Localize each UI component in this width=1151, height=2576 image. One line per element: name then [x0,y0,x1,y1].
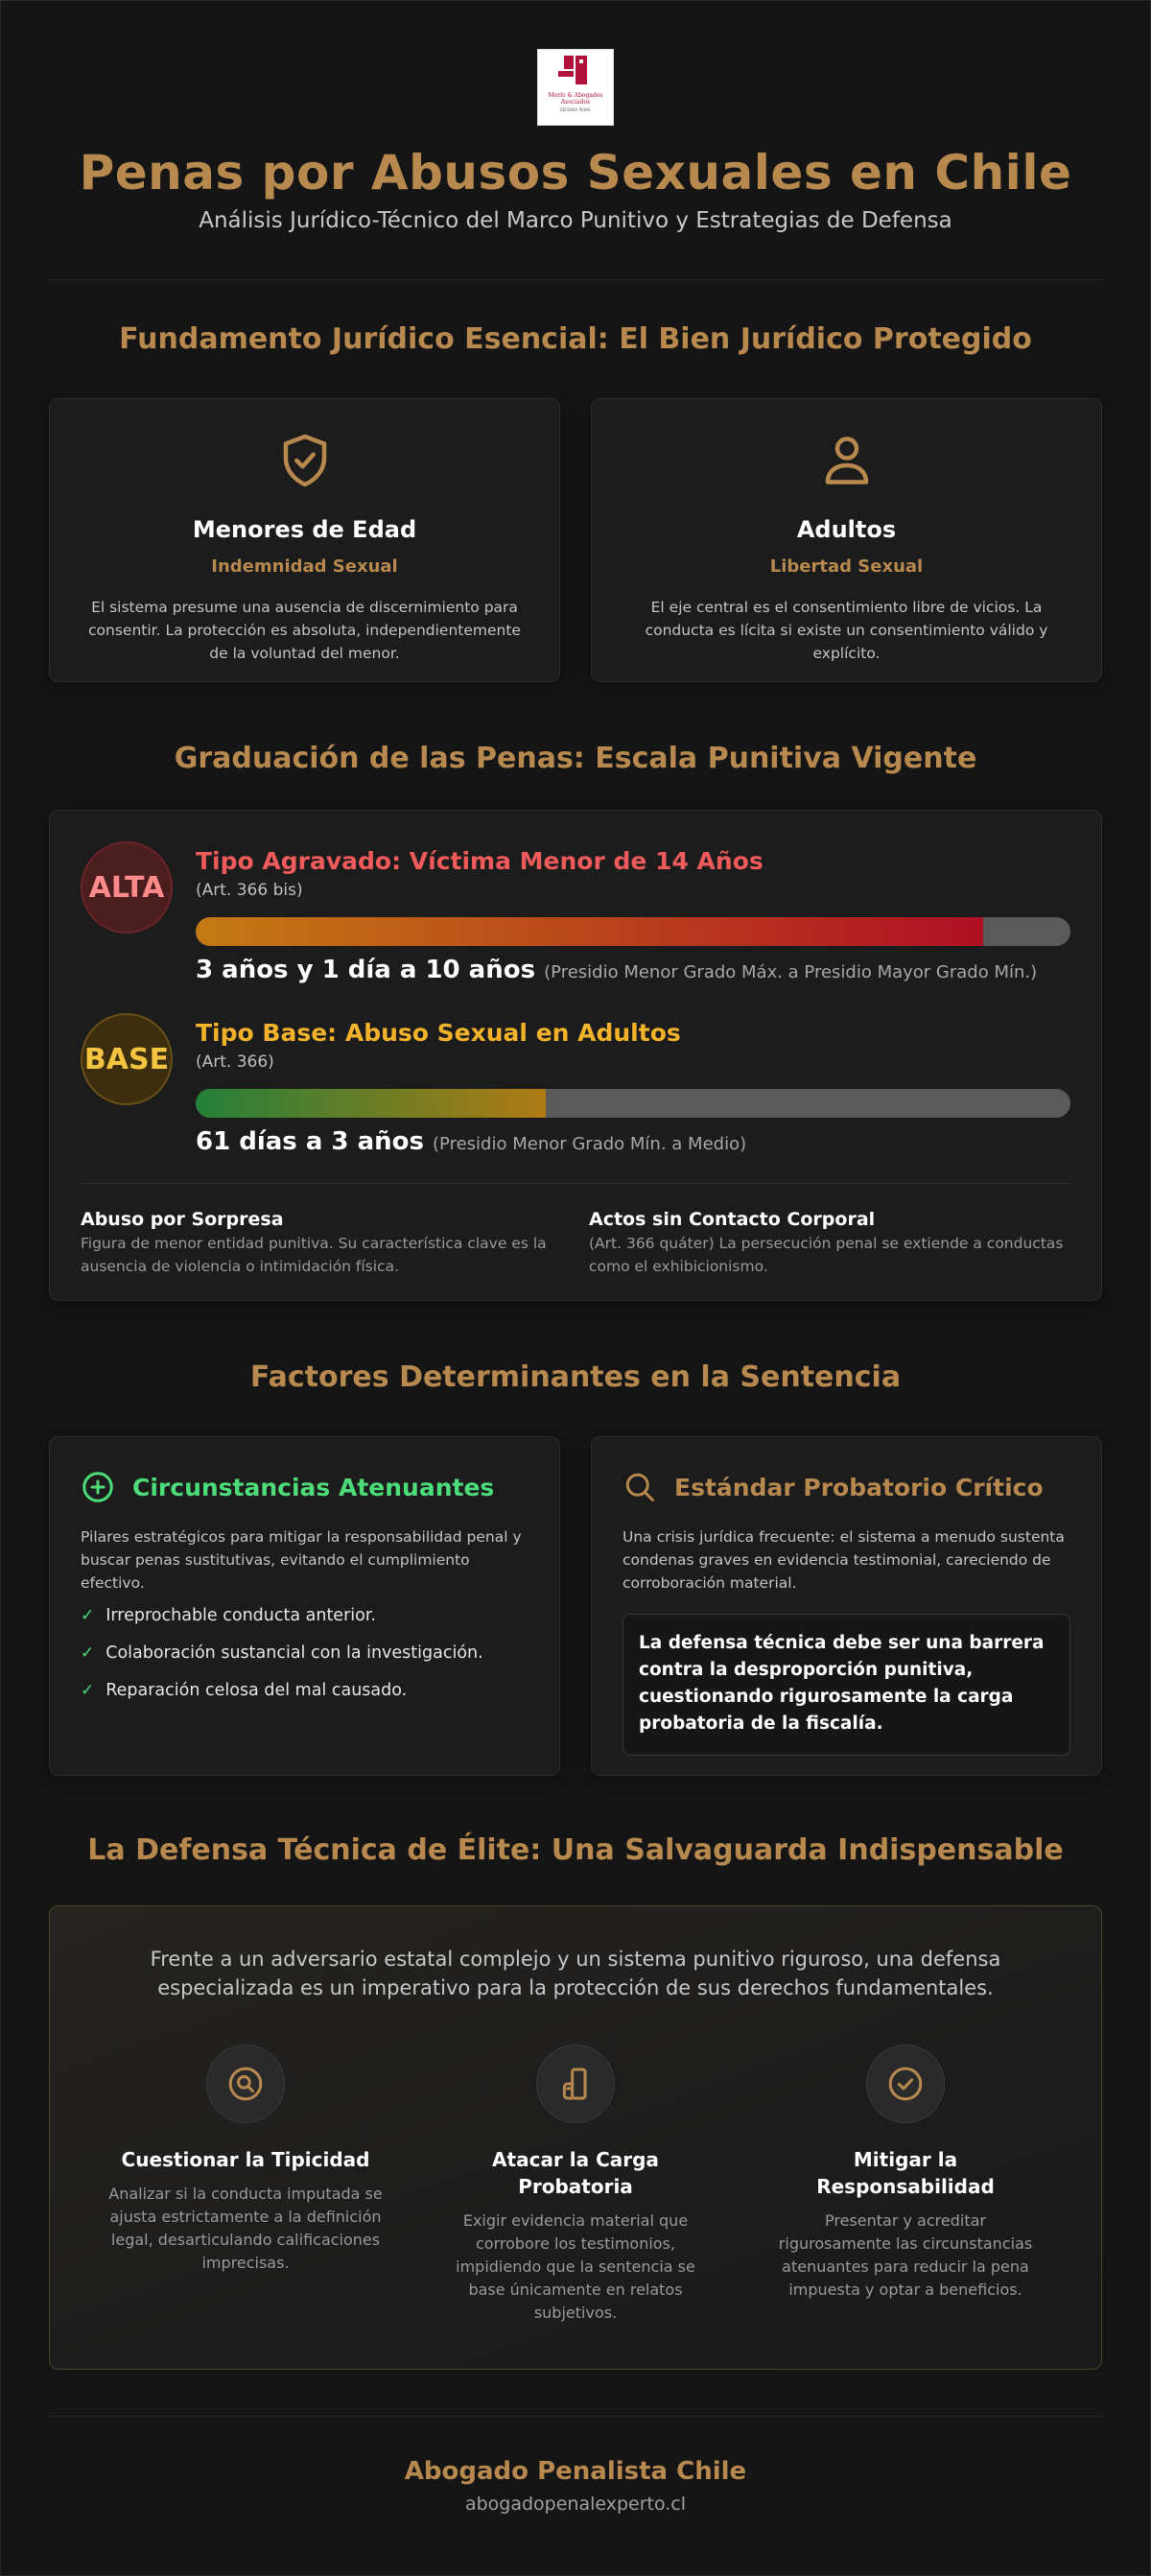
page-subtitle: Análisis Jurídico-Técnico del Marco Punitivo y Estrategias de Defensa [199,208,952,233]
atenuantes-title: Circunstancias Atenuantes [132,1473,495,1501]
pillar-title: Atacar la Carga Probatoria [492,2148,659,2198]
penas-card [49,810,1102,1301]
pillar-title: Cuestionar la Tipicidad [121,2148,370,2171]
defensa-card [49,1905,1102,2370]
extra-sin-contacto [589,1209,1070,1278]
defensa-pillar [81,2044,411,2325]
pena-range-note: (Presidio Menor Grado Máx. a Presidio Mayor Grado Mín.) [544,962,1038,982]
shield-check-icon [276,432,334,489]
probatorio-text: Una crisis jurídica frecuente: el sistema a menudo sustenta condenas graves en evidencia testimonial, careciendo de corroboración material. [622,1528,1065,1592]
pena-article: (Art. 366) [196,1052,274,1072]
check-icon: ✓ [81,1643,95,1663]
defensa-heading: La Defensa Técnica de Élite: Una Salvaguarda Indispensable [87,1833,1064,1867]
bien-juridico-heading: Fundamento Jurídico Esencial: El Bien Jurídico Protegido [119,322,1032,356]
plus-circle-icon [81,1470,115,1504]
extra-title: Actos sin Contacto Corporal [589,1209,876,1230]
bien-card-title: Menores de Edad [192,516,417,543]
extra-text: (Art. 366 quáter) La persecución penal se extiende a conductas como el exhibicionismo. [589,1235,1064,1275]
page-title: Penas por Abusos Sexuales en Chile [79,145,1072,201]
magnify-circle-icon [226,2065,265,2103]
section-divider [49,279,1102,280]
extra-abuso-sorpresa [81,1209,562,1278]
atenuantes-text: Pilares estratégicos para mitigar la responsabilidad penal y buscar penas sustitutivas, evitando el cumplimiento efectivo. [81,1528,522,1592]
factores-cards [1,1436,1150,1776]
pena-range-note: (Presidio Menor Grado Mín. a Medio) [433,1134,747,1154]
logo-subtext: DEFENSA PENAL [559,107,592,112]
law-firm-logo-icon [554,54,597,92]
hand-document-icon [556,2065,595,2103]
pena-article: (Art. 366 bis) [196,881,303,900]
footer-site-link[interactable]: abogadopenalexperto.cl [464,2493,687,2515]
pillar-text: Analizar si la conducta imputada se ajusta estrictamente a la definición legal, desarticulando calificaciones imprecisas. [108,2185,383,2272]
bien-card-text: El eje central es el consentimiento libre de vicios. La conducta es lícita si existe un consentimiento válido y explícito. [645,599,1048,662]
severity-badge-base: BASE [81,1013,173,1105]
probatorio-title: Estándar Probatorio Crítico [674,1473,1044,1501]
pena-row-base [81,1013,1070,1156]
extra-text: Figura de menor entidad punitiva. Su característica clave es la ausencia de violencia o intimidación física. [81,1235,547,1275]
defensa-pillar [411,2044,740,2325]
penas-divider [81,1183,1070,1184]
factores-heading: Factores Determinantes en la Sentencia [249,1360,902,1394]
list-item: ✓ Irreprochable conducta anterior. [81,1606,376,1625]
severity-bar [196,1089,1070,1118]
user-icon [818,432,876,489]
pena-title: Tipo Base: Abuso Sexual en Adultos [196,1019,681,1047]
firm-logo [537,49,614,126]
pillar-icon-badge [536,2044,615,2123]
search-icon [622,1470,657,1504]
bien-card-subtitle: Indemnidad Sexual [211,556,398,577]
bien-card-adultos [591,398,1102,682]
pillar-text: Exigir evidencia material que corrobore los testimonios, impidiendo que la sentencia se base únicamente en relatos subjetivos. [456,2211,695,2322]
atenuantes-list [81,1606,529,1700]
bien-juridico-cards [1,398,1150,682]
check-icon: ✓ [81,1606,95,1625]
bien-card-subtitle: Libertad Sexual [769,556,924,577]
pillar-icon-badge [866,2044,945,2123]
bien-card-title: Adultos [796,516,897,543]
defensa-intro: Frente a un adversario estatal complejo y un sistema punitivo riguroso, una defensa especializada es un imperativo para la protección de sus derechos fundamentales. [150,1948,1001,1999]
severity-badge-alta: ALTA [81,841,173,934]
logo-text: Merlo & Abogados Asociados [548,92,603,106]
pena-row-agravado [81,841,1070,984]
footer-divider [49,2416,1102,2417]
severity-bar-fill [196,917,983,946]
probatorio-quote: La defensa técnica debe ser una barrera contra la desproporción punitiva, cuestionando rigurosamente la carga probatoria de la fiscalía. [622,1614,1070,1756]
probatorio-card [591,1436,1102,1776]
penas-heading: Graduación de las Penas: Escala Punitiva Vigente [174,742,977,775]
pillar-icon-badge [206,2044,285,2123]
defensa-pillar [740,2044,1070,2325]
atenuantes-card [49,1436,560,1776]
check-circle-icon [886,2065,925,2103]
pena-range: 3 años y 1 día a 10 años (Presidio Menor Grado Máx. a Presidio Mayor Grado Mín.) [196,956,1038,984]
pena-title: Tipo Agravado: Víctima Menor de 14 Años [196,847,763,875]
footer [1,2457,1150,2515]
check-icon: ✓ [81,1681,95,1700]
bien-card-menores [49,398,560,682]
list-item: ✓ Colaboración sustancial con la investigación. [81,1643,483,1663]
list-item: ✓ Reparación celosa del mal causado. [81,1681,408,1700]
footer-name: Abogado Penalista Chile [404,2457,747,2486]
extra-title: Abuso por Sorpresa [81,1209,284,1230]
pena-range: 61 días a 3 años (Presidio Menor Grado Mín. a Medio) [196,1127,747,1156]
pillar-text: Presentar y acreditar rigurosamente las circunstancias atenuantes para reducir la pena impuesta y optar a beneficios. [778,2211,1033,2299]
severity-bar [196,917,1070,946]
bien-card-text: El sistema presume una ausencia de discernimiento para consentir. La protección es absoluta, independientemente de la voluntad del menor. [88,599,521,662]
defensa-pillars [81,2044,1070,2325]
pillar-title: Mitigar la Responsabilidad [816,2148,995,2198]
penas-extras [81,1209,1070,1278]
severity-bar-fill [196,1089,546,1118]
